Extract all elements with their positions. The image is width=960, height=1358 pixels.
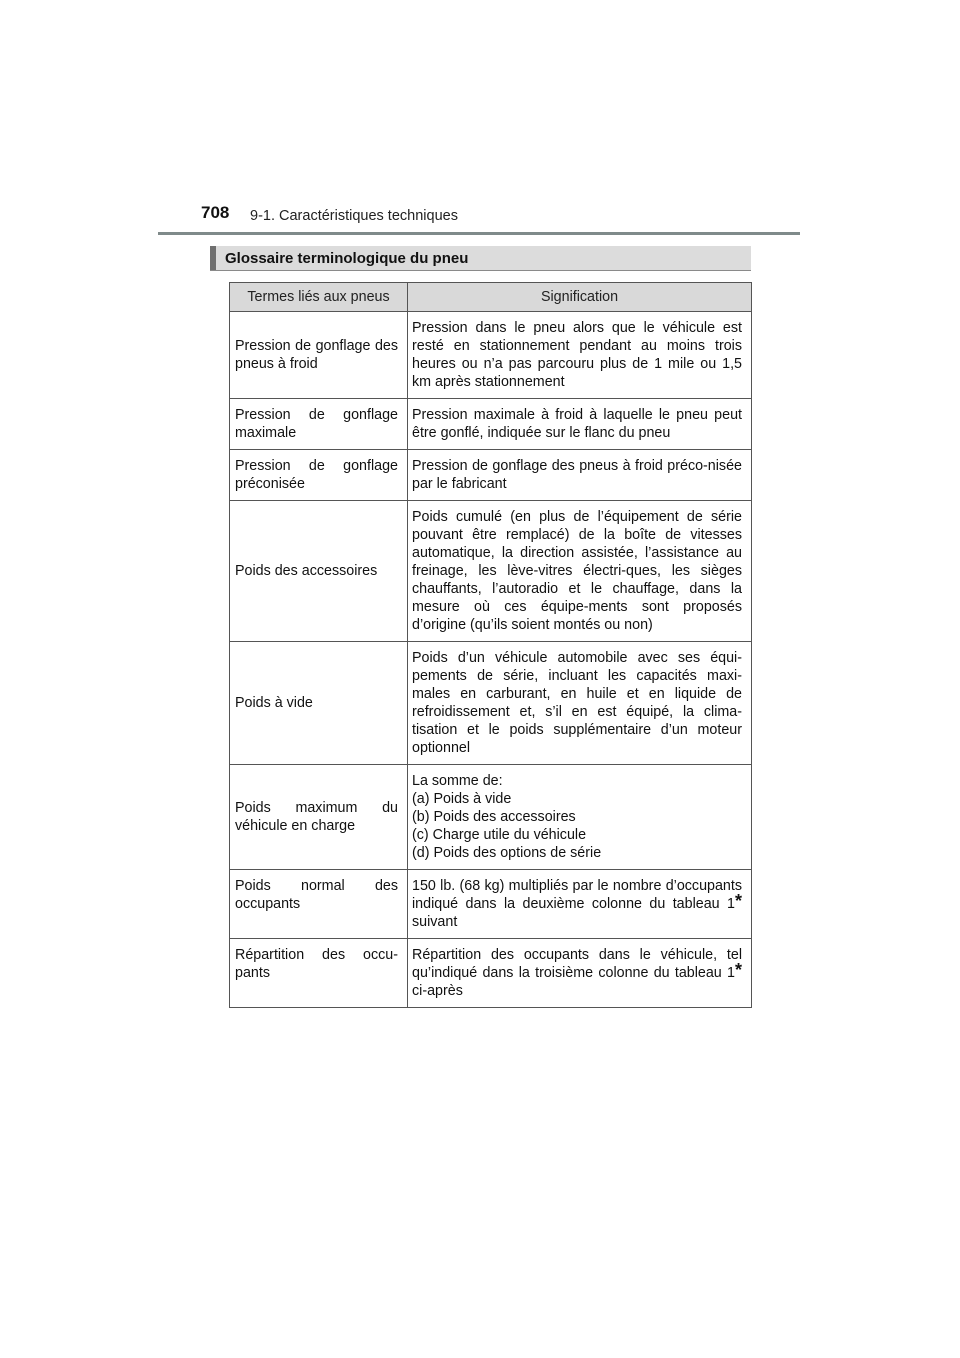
glossary-heading <box>210 246 751 271</box>
meaning-line: (d) Poids des options de série <box>412 845 602 861</box>
tire-terms-table <box>229 282 752 1008</box>
meaning-cell <box>408 765 752 870</box>
meaning-text: Répartition des occupants dans le véhicule, tel qu’indiqué dans la troisième colonne du tableau 1 <box>412 947 742 981</box>
meaning-cell: Poids d’un véhicule automobile avec ses équi-pements de série, incluant les capacités maxi-males en carburant, en huile et en liquide de refroidissement et, s’il en est équipé, la clima-tisation et le poids supplémentaire d’un moteur optionnel <box>408 642 752 765</box>
meaning-text-end: suivant <box>412 914 458 930</box>
meaning-text-end: ci-après <box>412 983 463 999</box>
section-title: 9-1. Caractéristiques techniques <box>250 208 458 224</box>
term-cell: Poids des accessoires <box>230 501 408 642</box>
header-rule <box>158 232 800 235</box>
term-cell: Poids à vide <box>230 642 408 765</box>
meaning-text: 150 lb. (68 kg) multipliés par le nombre d’occupants indiqué dans la deuxième colonne du tableau 1 <box>412 878 742 912</box>
table-row <box>230 312 752 399</box>
meaning-line: (a) Poids à vide <box>412 791 512 807</box>
table-row <box>230 399 752 450</box>
table-row <box>230 939 752 1008</box>
meaning-line: La somme de: <box>412 773 503 789</box>
term-cell: Poids maximum du véhicule en charge <box>230 765 408 870</box>
table-row <box>230 870 752 939</box>
meaning-cell: Poids cumulé (en plus de l’équipement de série pouvant être remplacé) de la boîte de vitesses automatique, la direction assistée, l’assistance au freinage, les lève-vitres électri-ques, les sièges chauffants, l’autoradio et le chauffage, dans la mesure où ces équipe-ments sont proposés d’origine (qu’ils soient montés ou non) <box>408 501 752 642</box>
meaning-cell: Pression dans le pneu alors que le véhicule est resté en stationnement pendant au moins trois heures ou n’a pas parcouru plus de 1 mile ou 1,5 km après stationnement <box>408 312 752 399</box>
meaning-cell: Pression maximale à froid à laquelle le pneu peut être gonflé, indiquée sur le flanc du pneu <box>408 399 752 450</box>
asterisk-footnote-icon: * <box>734 960 742 980</box>
meaning-line: (c) Charge utile du véhicule <box>412 827 587 843</box>
term-cell: Pression de gonflage préconisée <box>230 450 408 501</box>
meaning-cell <box>408 939 752 1008</box>
term-cell: Pression de gonflage maximale <box>230 399 408 450</box>
table-row <box>230 450 752 501</box>
glossary-title: Glossaire terminologique du pneu <box>225 250 469 267</box>
table-row <box>230 501 752 642</box>
table-row <box>230 765 752 870</box>
table-row <box>230 642 752 765</box>
heading-accent-bar <box>210 246 216 270</box>
meaning-cell: Pression de gonflage des pneus à froid préco-nisée par le fabricant <box>408 450 752 501</box>
asterisk-footnote-icon: * <box>734 891 742 911</box>
column-header-terms: Termes liés aux pneus <box>230 283 408 312</box>
page-number: 708 <box>201 203 230 222</box>
table-header-row <box>230 283 752 312</box>
term-cell: Pression de gonflage des pneus à froid <box>230 312 408 399</box>
meaning-cell <box>408 870 752 939</box>
term-cell: Répartition des occu-pants <box>230 939 408 1008</box>
term-cell: Poids normal des occupants <box>230 870 408 939</box>
meaning-line: (b) Poids des accessoires <box>412 809 576 825</box>
column-header-meaning: Signification <box>408 283 752 312</box>
